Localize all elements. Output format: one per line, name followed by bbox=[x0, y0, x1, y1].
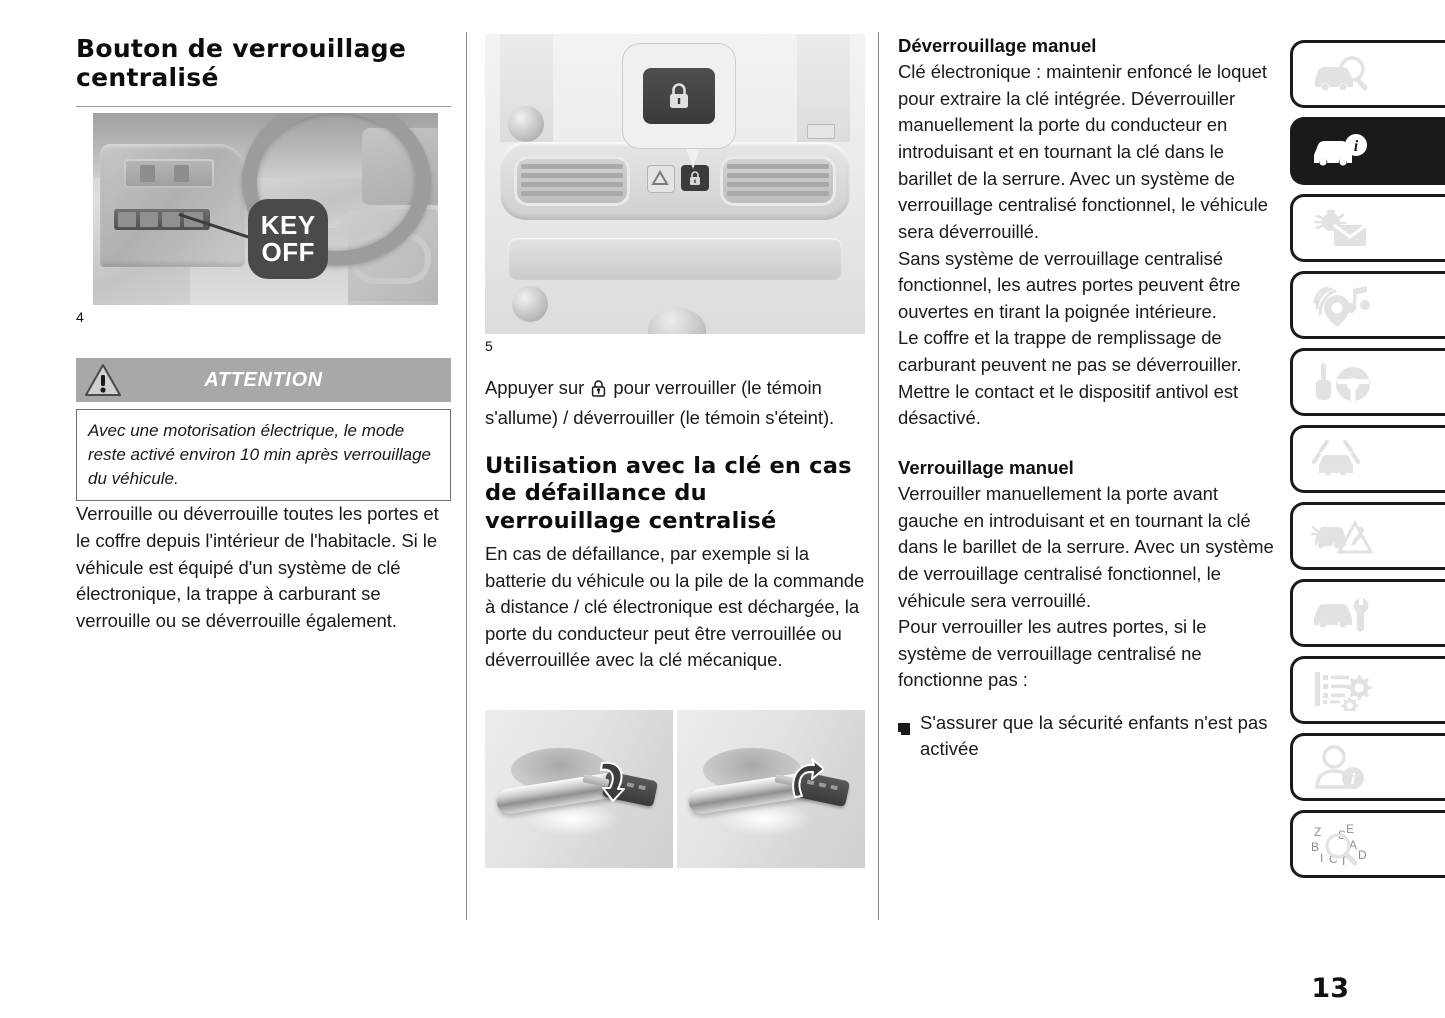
column-divider-1 bbox=[466, 32, 467, 920]
sidebar-item-driving[interactable] bbox=[1290, 348, 1445, 416]
col2-body-text: En cas de défaillance, par exemple si la batterie du véhicule ou la pile de la commande à distance / clé électronique est déchargée, la porte du conducteur peut être verrouillée ou déverrouillée avec la clé mécanique. bbox=[485, 542, 865, 671]
sidebar-item-maintenance[interactable] bbox=[1290, 579, 1445, 647]
attention-banner bbox=[76, 358, 451, 402]
gear-shifter-shape bbox=[648, 308, 706, 334]
central-lock-button bbox=[681, 165, 709, 191]
column-right bbox=[898, 34, 1276, 763]
svg-text:C: C bbox=[1329, 852, 1338, 866]
sidebar-item-technical-specifications[interactable] bbox=[1290, 656, 1445, 724]
page-number: 13 bbox=[1311, 973, 1349, 1004]
console-knob-lower bbox=[512, 286, 548, 322]
sidebar-item-vehicle-info[interactable] bbox=[1290, 117, 1445, 185]
console-slot bbox=[807, 124, 835, 139]
col3-paragraph-2: Sans système de verrouillage centralisé fonctionnel, les autres portes peuvent être ouvertes en tirant la poignée intérieure. bbox=[898, 247, 1241, 322]
console-knob-upper bbox=[508, 106, 544, 142]
svg-text:i: i bbox=[1353, 138, 1359, 155]
warning-lamp-envelope-icon bbox=[1311, 207, 1373, 249]
svg-text:S: S bbox=[1338, 828, 1347, 842]
col3-paragraph-5: Verrouiller manuellement la porte avant gauche en introduisant et en tournant la clé dans le barillet de la serrure. Avec un système de verrouillage centralisé fonctionnel, le véhicule sera verrouillé. bbox=[898, 483, 1274, 611]
sidebar-item-alphabetical-index[interactable] bbox=[1290, 810, 1445, 878]
col3-paragraph-3: Le coffre et la trappe de remplissage de carburant peuvent ne pas se déverrouiller. bbox=[898, 327, 1242, 375]
col3-paragraph-4: Mettre le contact et le dispositif antivol est désactivé. bbox=[898, 380, 1239, 429]
alphabetical-index-icon bbox=[1311, 822, 1383, 866]
column-middle bbox=[485, 34, 865, 868]
air-vent-shape bbox=[124, 159, 214, 188]
hazard-warning-button bbox=[647, 165, 675, 193]
column-divider-2 bbox=[878, 32, 879, 920]
attention-note-text: Avec une motorisation électrique, le mode reste activé environ 10 min après verrouillage du véhicule. bbox=[88, 421, 432, 488]
air-vent-left bbox=[514, 156, 629, 206]
svg-text:D: D bbox=[1358, 848, 1367, 862]
console-lower-bar bbox=[508, 238, 842, 280]
page-title: Bouton de verrouillage centralisé bbox=[76, 34, 407, 92]
col2-paragraph-part-1: Appuyer sur bbox=[485, 377, 585, 398]
air-vent-right bbox=[720, 156, 835, 206]
car-info-icon bbox=[1311, 131, 1373, 171]
figure-door-handle-pair bbox=[485, 710, 865, 868]
person-info-icon bbox=[1311, 745, 1373, 789]
warning-triangle-icon bbox=[84, 363, 122, 397]
infotainment-navigation-icon bbox=[1311, 283, 1373, 327]
rotation-arrow-down-icon bbox=[592, 757, 632, 808]
svg-text:T: T bbox=[1340, 854, 1348, 866]
figure-number-4: 4 bbox=[76, 309, 84, 325]
column-left bbox=[76, 34, 451, 635]
title-rule bbox=[76, 106, 451, 107]
svg-text:E: E bbox=[1346, 822, 1355, 836]
col3-paragraph-1: Clé électronique : maintenir enfoncé le loquet pour extraire la clé intégrée. Déverrouiller manuellement la porte du conducteur en introduisant et en tournant la clé dans le barillet de la serrure. Avec un système de verrouillage centralisé fonctionnel, le véhicule sera déverrouillé. bbox=[898, 61, 1268, 242]
vent-panel bbox=[500, 142, 850, 220]
sidebar-item-customer-information[interactable] bbox=[1290, 733, 1445, 801]
gear-lever-steering-wheel-icon bbox=[1311, 360, 1373, 404]
svg-text:Z: Z bbox=[1314, 825, 1322, 839]
sidebar-item-warning-messages[interactable] bbox=[1290, 194, 1445, 262]
callout-lock-button-face bbox=[643, 68, 715, 124]
attention-label: ATTENTION bbox=[204, 368, 323, 391]
door-handle-figure-lock bbox=[485, 710, 673, 868]
square-bullet-icon bbox=[898, 716, 910, 728]
col3-paragraph-6: Pour verrouiller les autres portes, si le système de verrouillage centralisé ne fonctionne pas : bbox=[898, 616, 1207, 691]
svg-text:I: I bbox=[1320, 851, 1324, 865]
section-heading-deverrouillage-manuel: Déverrouillage manuel bbox=[898, 35, 1097, 56]
col2-paragraph-part-2: pour verrouiller (le témoin s'allume) / déverrouiller (le témoin s'éteint). bbox=[485, 377, 835, 428]
svg-text:A: A bbox=[1349, 838, 1358, 852]
lane-assist-icon bbox=[1311, 438, 1373, 480]
figure-dashboard-key-off bbox=[93, 113, 438, 305]
bullet-text: S'assurer que la sécurité enfants n'est pas activée bbox=[920, 712, 1268, 760]
section-heading-verrouillage-manuel: Verrouillage manuel bbox=[898, 456, 1074, 478]
svg-text:i: i bbox=[1350, 771, 1356, 788]
car-magnifier-icon bbox=[1311, 54, 1373, 94]
figure-number-5: 5 bbox=[485, 338, 493, 354]
sidebar-item-driver-assistance[interactable] bbox=[1290, 425, 1445, 493]
sidebar-item-emergency[interactable] bbox=[1290, 502, 1445, 570]
col3-bullet-list bbox=[898, 710, 1276, 763]
attention-note-box bbox=[76, 409, 451, 501]
sidebar-item-infotainment[interactable] bbox=[1290, 271, 1445, 339]
breakdown-triangle-icon bbox=[1311, 515, 1373, 557]
padlock-icon bbox=[591, 378, 606, 405]
section-tab-strip bbox=[1285, 40, 1445, 887]
sidebar-item-vehicle-overview[interactable] bbox=[1290, 40, 1445, 108]
key-off-line-2: OFF bbox=[261, 237, 315, 268]
rotation-arrow-up-icon bbox=[784, 757, 824, 808]
door-handle-figure-unlock bbox=[677, 710, 865, 868]
car-wrench-icon bbox=[1311, 592, 1373, 634]
key-off-line-1: KEY bbox=[260, 210, 316, 241]
figure-console-lock-button bbox=[485, 34, 865, 334]
col2-heading: Utilisation avec la clé en cas de défaillance du verrouillage centralisé bbox=[485, 453, 852, 534]
svg-text:B: B bbox=[1311, 840, 1320, 854]
callout-bubble-lock-button bbox=[622, 43, 736, 149]
col1-body-text: Verrouille ou déverrouille toutes les portes et le coffre depuis l'intérieur de l'habitacle. Si le véhicule est équipé d'un système de clé électronique, la trappe à carburant se verrouille ou se déverrouille également. bbox=[76, 503, 439, 631]
key-off-callout bbox=[248, 199, 328, 279]
specs-gears-icon bbox=[1311, 669, 1373, 711]
list-item bbox=[898, 710, 1276, 763]
col2-lock-paragraph bbox=[485, 375, 865, 431]
